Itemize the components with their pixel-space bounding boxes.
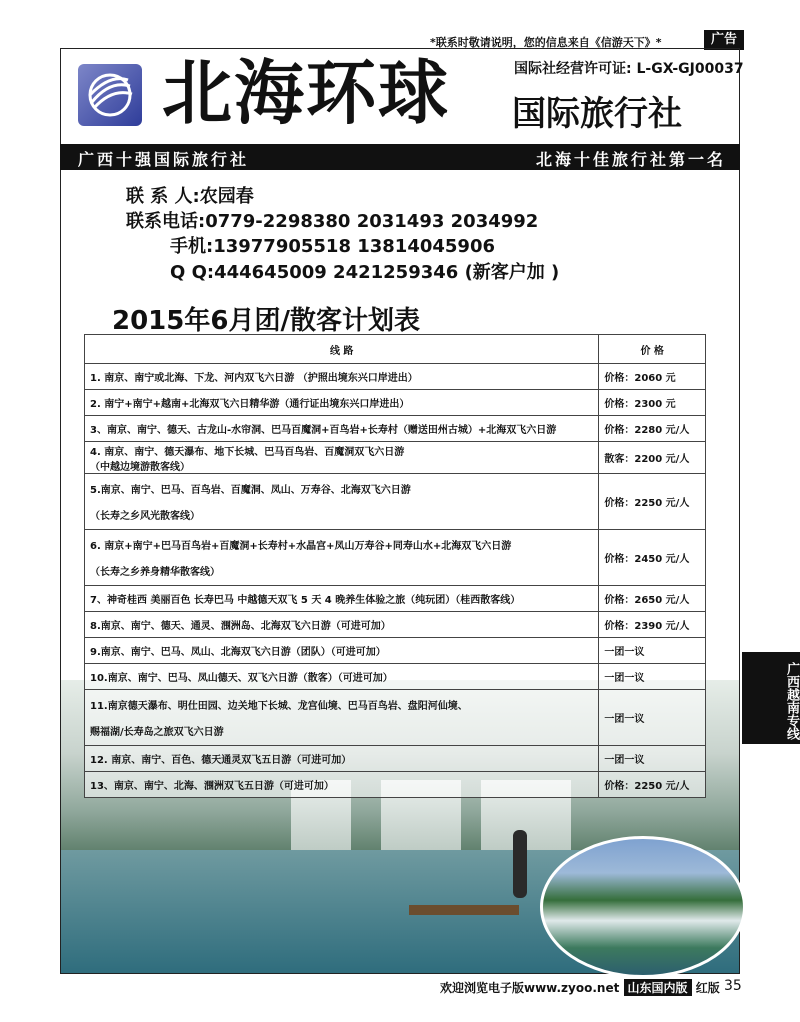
- contact-qq: Q Q:444645009 2421259346 (新客户加 ): [170, 262, 560, 283]
- footer-url: 欢迎浏览电子版www.zyoo.net: [440, 981, 620, 995]
- price-cell: 价格：2250 元/人: [599, 474, 706, 530]
- price-cell: 一团一议: [599, 638, 706, 664]
- table-row: [85, 474, 706, 530]
- table-row: [85, 690, 706, 746]
- license-number: 国际社经营许可证: L-GX-GJ00037: [514, 61, 744, 77]
- brand-subtitle: 国际旅行社: [512, 94, 682, 134]
- slogan-right: 北海十佳旅行社第一名: [535, 150, 726, 169]
- bamboo-raft: [409, 905, 519, 915]
- table-row: [85, 746, 706, 772]
- price-cell: 价格：2280 元/人: [599, 416, 706, 442]
- route-cell: 3、南京、南宁、德天、古龙山-水帘洞、巴马百魔洞+百鸟岩+长寿村（赠送田州古城）+北海双飞六日游: [85, 416, 599, 442]
- table-row: [85, 442, 706, 474]
- route-cell: 12. 南京、南宁、百色、德天通灵双飞五日游（可进可加）: [85, 746, 599, 772]
- table-row: [85, 586, 706, 612]
- price-cell: 一团一议: [599, 746, 706, 772]
- table-row: [85, 416, 706, 442]
- route-cell: 11.南京德天瀑布、明仕田园、边关地下长城、龙宫仙境、巴马百鸟岩、盘阳河仙境、 赐福湖/长寿岛之旅双飞六日游: [85, 690, 599, 746]
- route-cell: 10.南京、南宁、巴马、凤山德天、双飞六日游（散客）（可进可加）: [85, 664, 599, 690]
- price-cell: 价格：2300 元: [599, 390, 706, 416]
- side-section-label: 广西越南专线: [742, 652, 800, 744]
- ad-tag: 广告: [704, 30, 744, 50]
- contact-phone: 联系电话:0779-2298380 2031493 2034992: [126, 211, 539, 232]
- route-cell: 13、南京、南宁、北海、涠洲双飞五日游（可进可加）: [85, 772, 599, 798]
- tour-plan-table: [84, 334, 706, 798]
- route-cell: 7、神奇桂西 美丽百色 长寿巴马 中越德天双飞 5 天 4 晚养生体验之旅（纯玩团）（桂西散客线）: [85, 586, 599, 612]
- globe-logo-icon: [78, 64, 142, 126]
- route-cell: 6. 南京+南宁+巴马百鸟岩+百魔洞+长寿村+水晶宫+凤山万寿谷+同寿山水+北海双飞六日游 （长寿之乡养身精华散客线）: [85, 530, 599, 586]
- price-cell: 一团一议: [599, 690, 706, 746]
- table-row: [85, 772, 706, 798]
- footer-edition: 红版: [695, 981, 720, 995]
- table-row: [85, 664, 706, 690]
- boatman-figure: [513, 830, 527, 898]
- route-cell: 2. 南宁+南宁+越南+北海双飞六日精华游（通行证出境东兴口岸进出）: [85, 390, 599, 416]
- table-row: [85, 364, 706, 390]
- column-header-route: 线 路: [85, 335, 599, 364]
- route-cell: 1. 南京、南宁或北海、下龙、河内双飞六日游 （护照出境东兴口岸进出）: [85, 364, 599, 390]
- column-header-price: 价 格: [599, 335, 706, 364]
- slogan-left: 广西十强国际旅行社: [78, 150, 250, 169]
- route-cell: 4. 南京、南宁、德天瀑布、地下长城、巴马百鸟岩、百魔洞双飞六日游 （中越边境游散客线）: [85, 442, 599, 474]
- slogan-bar: [60, 144, 740, 170]
- price-cell: 价格：2250 元/人: [599, 772, 706, 798]
- footer: [440, 979, 720, 996]
- route-cell: 8.南京、南宁、德天、通灵、涠洲岛、北海双飞六日游（可进可加）: [85, 612, 599, 638]
- price-cell: 价格：2390 元/人: [599, 612, 706, 638]
- price-cell: 价格：2060 元: [599, 364, 706, 390]
- route-cell: 9.南京、南宁、巴马、凤山、北海双飞六日游（团队）（可进可加）: [85, 638, 599, 664]
- contact-person: 联 系 人:农园春: [126, 186, 254, 207]
- page-number: 35: [724, 978, 742, 994]
- table-row: [85, 530, 706, 586]
- route-cell: 5.南京、南宁、巴马、百鸟岩、百魔洞、凤山、万寿谷、北海双飞六日游 （长寿之乡风光散客线）: [85, 474, 599, 530]
- price-cell: 价格：2650 元/人: [599, 586, 706, 612]
- price-cell: 散客：2200 元/人: [599, 442, 706, 474]
- table-row: [85, 390, 706, 416]
- plan-title: 2015年6月团/散客计划表: [112, 306, 420, 336]
- footer-edition-box: 山东国内版: [624, 979, 692, 996]
- price-cell: 一团一议: [599, 664, 706, 690]
- brand-name: 北海环球: [162, 52, 450, 134]
- header-note: *联系时敬请说明，您的信息来自《信游天下》*: [430, 36, 662, 49]
- contact-mobile: 手机:13977905518 13814045906: [170, 236, 496, 257]
- price-cell: 价格：2450 元/人: [599, 530, 706, 586]
- table-row: [85, 612, 706, 638]
- waterfall-inset-photo: [540, 836, 746, 978]
- table-row: [85, 638, 706, 664]
